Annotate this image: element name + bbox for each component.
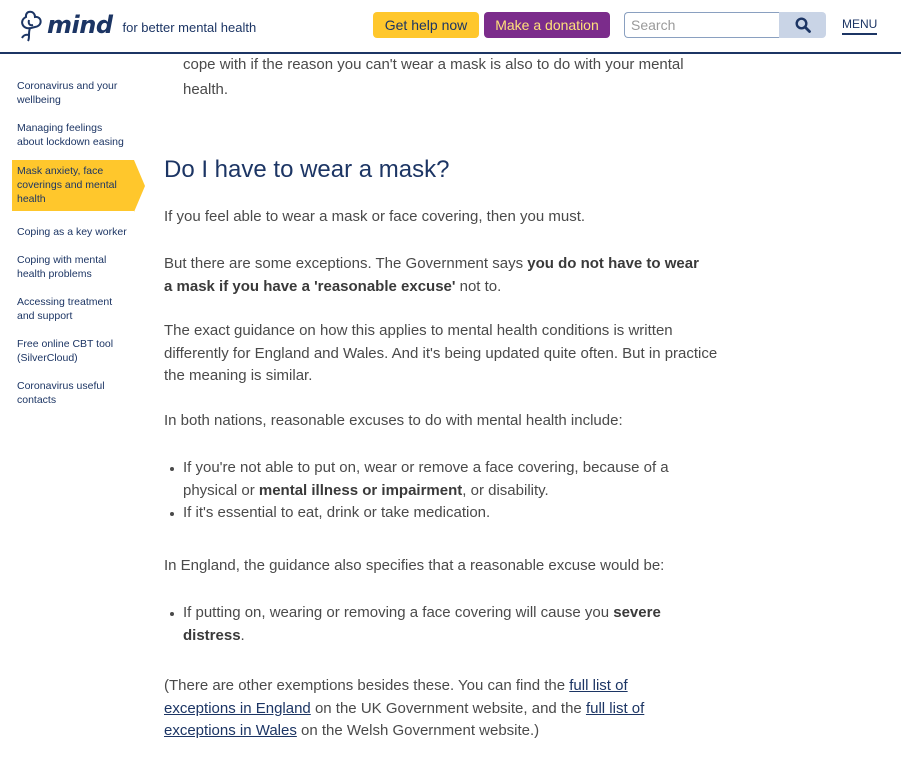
bold-text: you do not have to wear a mask if you have a 'reasonable excuse' (164, 255, 699, 295)
sidebar-item-key-worker[interactable]: Coping as a key worker (17, 226, 127, 238)
sidebar-item-coronavirus-wellbeing[interactable]: Coronavirus and your wellbeing (17, 80, 118, 106)
text-span: But there are some exceptions. The Government says (164, 255, 528, 272)
sidebar-item-cbt-tool[interactable]: Free online CBT tool (SilverCloud) (17, 338, 114, 364)
bold-text: severe distress (183, 604, 661, 644)
bold-text: mental illness or impairment (258, 481, 463, 499)
sidebar-item-treatment-support[interactable]: Accessing treatment and support (17, 296, 113, 322)
paragraph-5 (164, 555, 724, 578)
paragraph-text (164, 253, 709, 298)
bullet-list-2 (164, 602, 709, 647)
mind-logo[interactable] (16, 8, 256, 42)
sidebar-item-mask-anxiety[interactable]: Mask anxiety, face coverings and mental health (12, 160, 134, 211)
bullet-list (164, 457, 724, 525)
paragraph-2 (164, 253, 709, 298)
sidebar-item-useful-contacts[interactable]: Coronavirus useful contacts (17, 380, 105, 406)
logo-tagline: for better mental health (122, 19, 257, 35)
text-span: , or disability. (462, 481, 549, 499)
menu-button[interactable]: MENU (842, 17, 877, 35)
paragraph-text: In both nations, reasonable excuses to do with mental health include: (164, 412, 623, 429)
continued-list-item (164, 52, 723, 102)
make-donation-button[interactable]: Make a donation (484, 12, 610, 38)
logo-wordmark: mind (47, 11, 113, 39)
text-span: on the UK Government website, and the (310, 699, 586, 717)
search-input[interactable] (624, 12, 779, 38)
sidebar-item-lockdown-easing[interactable]: Managing feelings about lockdown easing (17, 122, 124, 148)
england-exceptions-link[interactable]: full list of exceptions in England (164, 677, 628, 717)
search-icon (795, 17, 811, 33)
paragraph-4 (164, 410, 724, 433)
text-span: not to. (455, 277, 502, 295)
search-bar (624, 12, 826, 38)
bullet-list (164, 602, 709, 647)
text-span: If you're not able to put on, wear or remove a face covering, because of a physical or (183, 459, 669, 499)
list-item: If it's essential to eat, drink or take medication. (183, 502, 724, 525)
sidebar-item-mental-health-problems[interactable]: Coping with mental health problems (17, 254, 107, 280)
wales-exceptions-link[interactable]: full list of exceptions in Wales (164, 699, 645, 739)
mind-flower-icon (16, 8, 46, 42)
paragraph-1 (164, 206, 724, 229)
list-item (183, 602, 709, 647)
paragraph-text (164, 675, 694, 743)
section-heading: Do I have to wear a mask? (164, 156, 450, 183)
paragraph-6 (164, 675, 694, 743)
search-button[interactable] (779, 12, 826, 38)
text-span: If putting on, wearing or removing a face covering will cause you (183, 604, 614, 621)
section-sidebar-nav (12, 76, 152, 418)
paragraph-3 (164, 320, 719, 388)
get-help-now-button[interactable]: Get help now (373, 12, 479, 38)
text-span: on the Welsh Government website.) (296, 722, 540, 739)
bullet-list-1 (164, 457, 724, 525)
text-span: . (240, 626, 245, 644)
paragraph-text: If you feel able to wear a mask or face covering, then you must. (164, 208, 586, 225)
paragraph-text: The exact guidance on how this applies to mental health conditions is written differently for England and Wales. And it's being updated quite often. But in practice the meaning is similar. (164, 322, 718, 384)
text-span: (There are other exemptions besides these. You can find the (164, 677, 570, 694)
list-item (183, 457, 724, 502)
site-header (0, 0, 901, 54)
continued-text: cope with if the reason you can't wear a mask is also to do with your mental health. (183, 56, 684, 98)
paragraph-text: In England, the guidance also specifies that a reasonable excuse would be: (164, 557, 665, 574)
